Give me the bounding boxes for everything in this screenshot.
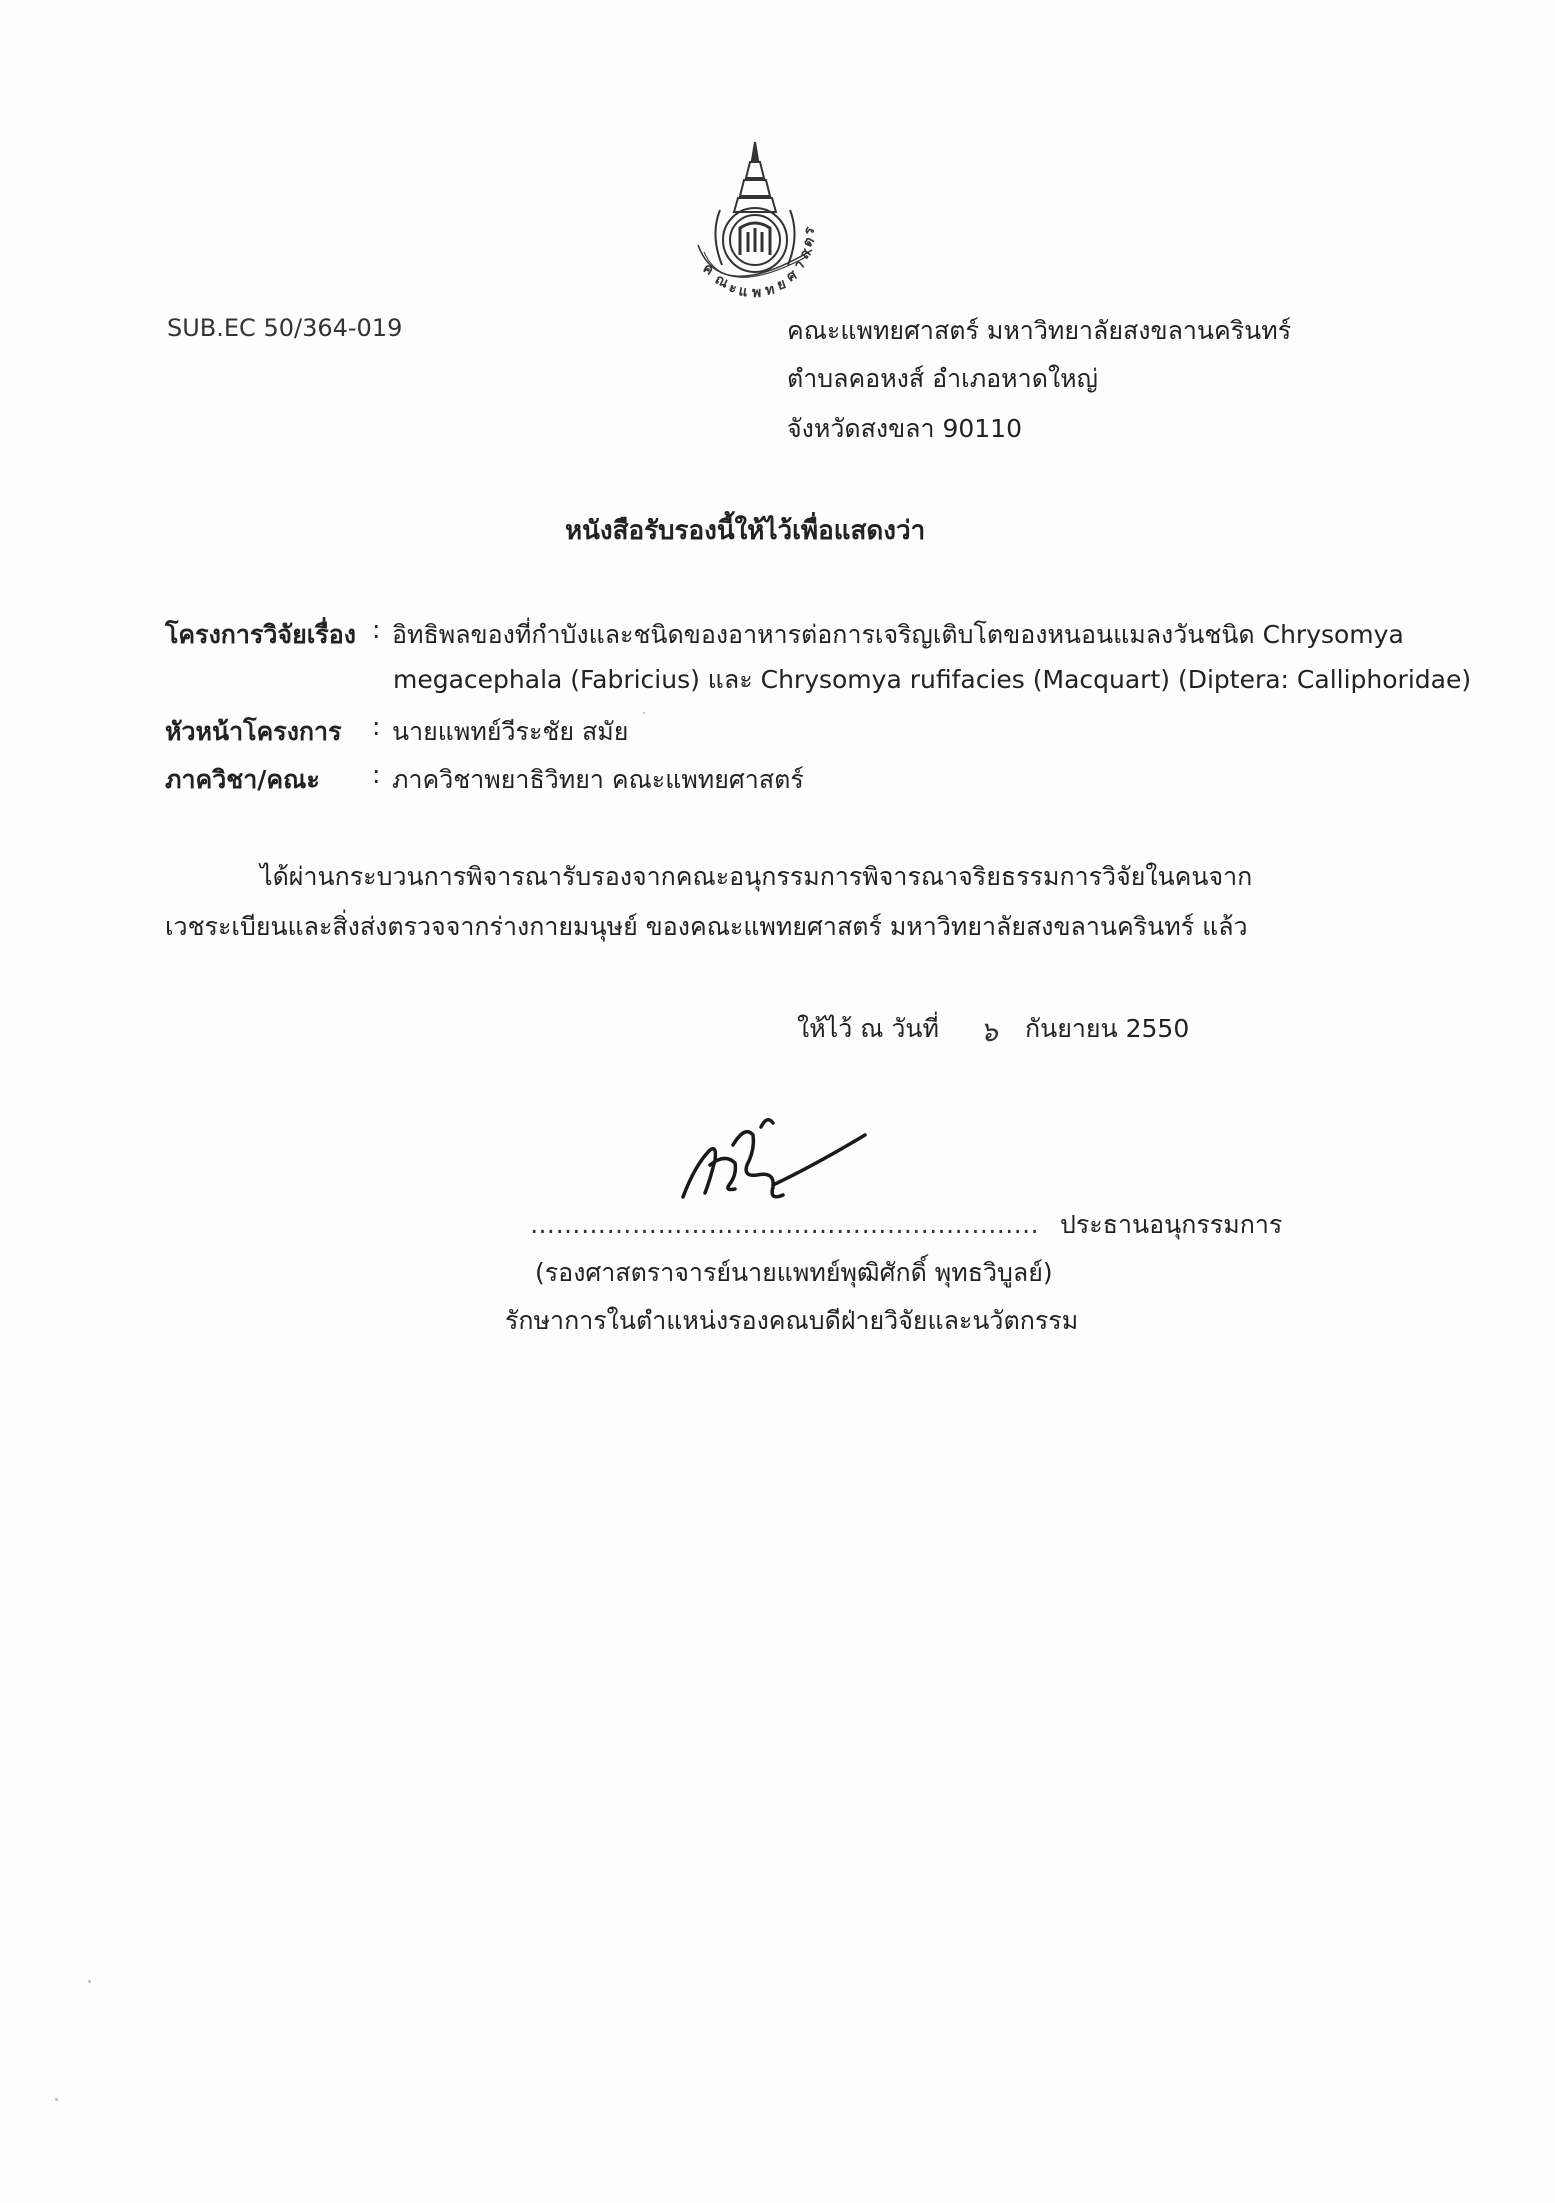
scan-speck <box>643 712 645 714</box>
project-colon: : <box>372 615 381 644</box>
svg-text:แ: แ <box>737 283 749 301</box>
handwritten-signature-icon <box>665 1105 875 1215</box>
project-head-label: หัวหน้าโครงการ <box>165 717 342 746</box>
signatory-name: (รองศาสตราจารย์นายแพทย์พุฒิศักดิ์ พุทธวิบูลย์) <box>535 1258 1053 1287</box>
svg-text:ต: ต <box>799 234 819 250</box>
project-label: โครงการวิจัยเรื่อง <box>165 620 356 649</box>
department-label: ภาควิชา/คณะ <box>165 765 320 794</box>
svg-text:พ: พ <box>752 285 762 301</box>
address-line-subdistrict: ตำบลคอหงส์ อำเภอหาดใหญ่ <box>787 364 1098 393</box>
date-day-handwritten: ๖ <box>980 1015 998 1048</box>
svg-text:ะ: ะ <box>726 279 739 298</box>
department-value: ภาควิชาพยาธิวิทยา คณะแพทยศาสตร์ <box>392 765 804 794</box>
date-prefix: ให้ไว้ ณ วันที่ <box>797 1014 939 1043</box>
scan-speck <box>88 1980 91 1983</box>
body-paragraph-line-1: ได้ผ่านกระบวนการพิจารณารับรองจากคณะอนุกรรมการพิจารณาจริยธรรมการวิจัยในคนจาก <box>260 862 1253 891</box>
svg-text:ย: ย <box>774 275 789 294</box>
date-month-year: กันยายน 2550 <box>1025 1014 1190 1043</box>
signatory-position: รักษาการในตำแหน่งรองคณบดีฝ่ายวิจัยและนวัตกรรม <box>505 1306 1079 1335</box>
project-head-colon: : <box>372 712 381 741</box>
address-line-faculty: คณะแพทยศาสตร์ มหาวิทยาลัยสงขลานครินทร์ <box>787 316 1292 345</box>
signature-dotted-line: …………………………………….................. <box>530 1210 1040 1239</box>
reference-number: SUB.EC 50/364-019 <box>167 314 403 342</box>
svg-text:า: า <box>791 256 808 275</box>
svg-text:ส: ส <box>796 245 815 263</box>
document-title: หนังสือรับรองนี้ให้ไว้เพื่อแสดงว่า <box>565 516 926 546</box>
university-seal-icon <box>680 140 830 310</box>
project-title-line-1: อิทธิพลของที่กำบังและชนิดของอาหารต่อการเจริญเติบโตของหนอนแมลงวันชนิด Chrysomya <box>392 620 1404 649</box>
svg-text:ศ: ศ <box>784 267 800 286</box>
body-paragraph-line-2: เวชระเบียนและสิ่งส่งตรวจจากร่างกายมนุษย์ ของคณะแพทยศาสตร์ มหาวิทยาลัยสงขลานครินทร์ แล้ว <box>165 912 1248 941</box>
address-line-province: จังหวัดสงขลา 90110 <box>787 414 1022 443</box>
department-colon: : <box>372 760 381 789</box>
signatory-role: ประธานอนุกรรมการ <box>1060 1210 1283 1239</box>
scan-speck <box>55 2098 58 2101</box>
project-title-line-2: megacephala (Fabricius) และ Chrysomya rufifacies (Macquart) (Diptera: Calliphoridae) <box>393 665 1472 694</box>
svg-text:ท: ท <box>763 281 776 299</box>
svg-text:ร: ร <box>800 224 819 238</box>
svg-text:ณ: ณ <box>712 271 732 292</box>
svg-text:ค: ค <box>699 260 717 279</box>
project-head-value: นายแพทย์วีระชัย สมัย <box>392 717 629 746</box>
